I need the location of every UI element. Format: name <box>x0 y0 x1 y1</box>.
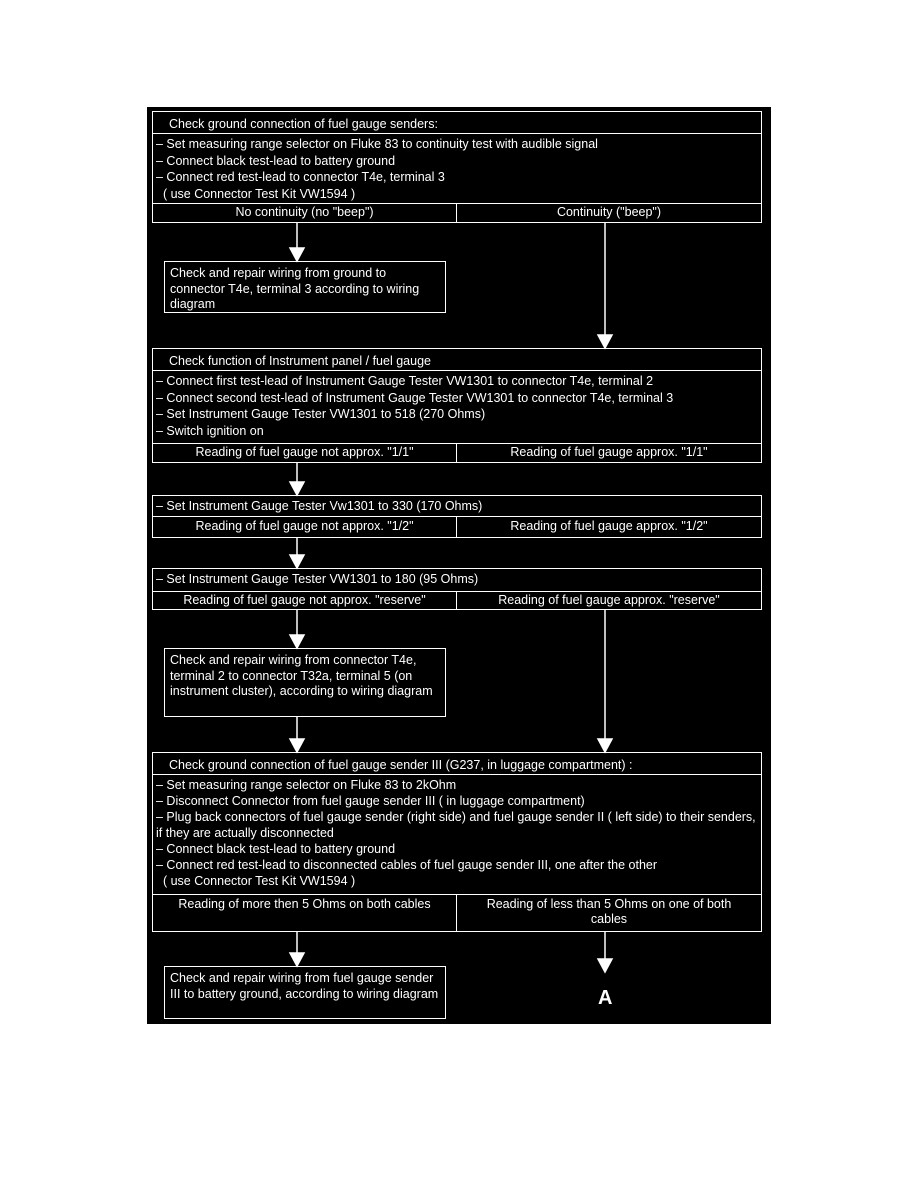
step1-outcomes <box>152 203 762 223</box>
step2-instructions <box>152 370 762 444</box>
step4-title-text: – Set Instrument Gauge Tester VW1301 to 180 (95 Ohms) <box>156 572 479 586</box>
step2-line: – Switch ignition on <box>156 423 264 438</box>
continue-label: A <box>598 987 613 1009</box>
step2-outcomes <box>152 443 762 463</box>
flowchart-panel <box>147 107 771 1024</box>
step2-title <box>152 348 762 371</box>
step4-title <box>152 568 762 592</box>
step5-line: – Connect red test-lead to disconnected cables of fuel gauge sender III, one after the other <box>156 858 658 872</box>
step4-outcome-left: Reading of fuel gauge not approx. "reserve" <box>183 593 426 607</box>
step5-title-text: Check ground connection of fuel gauge sender III (G237, in luggage compartment) : <box>169 758 633 772</box>
step3-title-text: – Set Instrument Gauge Tester Vw1301 to 330 (170 Ohms) <box>156 499 483 513</box>
step5-line: – Disconnect Connector from fuel gauge sender III ( in luggage compartment) <box>156 794 585 808</box>
repair3-box <box>164 966 446 1019</box>
step2-title-text: Check function of Instrument panel / fuel gauge <box>169 354 431 368</box>
step1-title-text: Check ground connection of fuel gauge senders: <box>169 117 438 131</box>
step1-line: – Set measuring range selector on Fluke 83 to continuity test with audible signal <box>156 137 598 151</box>
step1-title <box>152 111 762 134</box>
step4-outcome-right: Reading of fuel gauge approx. "reserve" <box>456 592 761 609</box>
step5-outcomes <box>152 894 762 932</box>
step5-title <box>152 752 762 775</box>
step5-line: – Connect black test-lead to battery ground <box>156 842 396 856</box>
step5-outcome-right: Reading of less than 5 Ohms on one of both cables <box>456 895 761 931</box>
step2-outcome-left: Reading of fuel gauge not approx. "1/1" <box>195 445 414 459</box>
step2-line: – Set Instrument Gauge Tester VW1301 to 518 (270 Ohms) <box>156 407 486 421</box>
repair1-text: Check and repair wiring from ground to connector T4e, terminal 3 according to wiring diagram <box>170 266 420 311</box>
step1-line: – Connect red test-lead to connector T4e, terminal 3 <box>156 170 445 184</box>
step2-line: – Connect second test-lead of Instrument Gauge Tester VW1301 to connector T4e, terminal 3 <box>156 390 674 405</box>
step3-outcome-right: Reading of fuel gauge approx. "1/2" <box>456 517 761 537</box>
step5-instructions <box>152 774 762 895</box>
step5-outcome-left: Reading of more then 5 Ohms on both cables <box>178 897 431 911</box>
repair2-text: Check and repair wiring from connector T4e, terminal 2 to connector T32a, terminal 5 (on instrument cluster), according to wiring diagram <box>170 653 433 698</box>
step5-line: ( use Connector Test Kit VW1594 ) <box>156 874 356 888</box>
step4-outcomes <box>152 591 762 610</box>
step1-instructions <box>152 133 762 204</box>
step2-line: – Connect first test-lead of Instrument Gauge Tester VW1301 to connector T4e, terminal 2 <box>156 374 654 388</box>
step3-title <box>152 495 762 517</box>
repair2-box <box>164 648 446 717</box>
repair3-text: Check and repair wiring from fuel gauge sender III to battery ground, according to wiring diagram <box>170 971 439 1001</box>
step1-line: ( use Connector Test Kit VW1594 ) <box>156 186 356 201</box>
step3-outcome-left: Reading of fuel gauge not approx. "1/2" <box>195 519 414 533</box>
step1-line: – Connect black test-lead to battery ground <box>156 153 396 168</box>
step5-line: – Plug back connectors of fuel gauge sender (right side) and fuel gauge sender II ( left side) to their senders, if they are actually disconnected <box>156 810 756 840</box>
step3-outcomes <box>152 516 762 538</box>
step5-line: – Set measuring range selector on Fluke 83 to 2kOhm <box>156 778 457 792</box>
step2-outcome-right: Reading of fuel gauge approx. "1/1" <box>456 444 761 462</box>
repair1-box <box>164 261 446 313</box>
step1-outcome-right: Continuity ("beep") <box>456 204 761 222</box>
step1-outcome-left: No continuity (no "beep") <box>235 205 374 219</box>
